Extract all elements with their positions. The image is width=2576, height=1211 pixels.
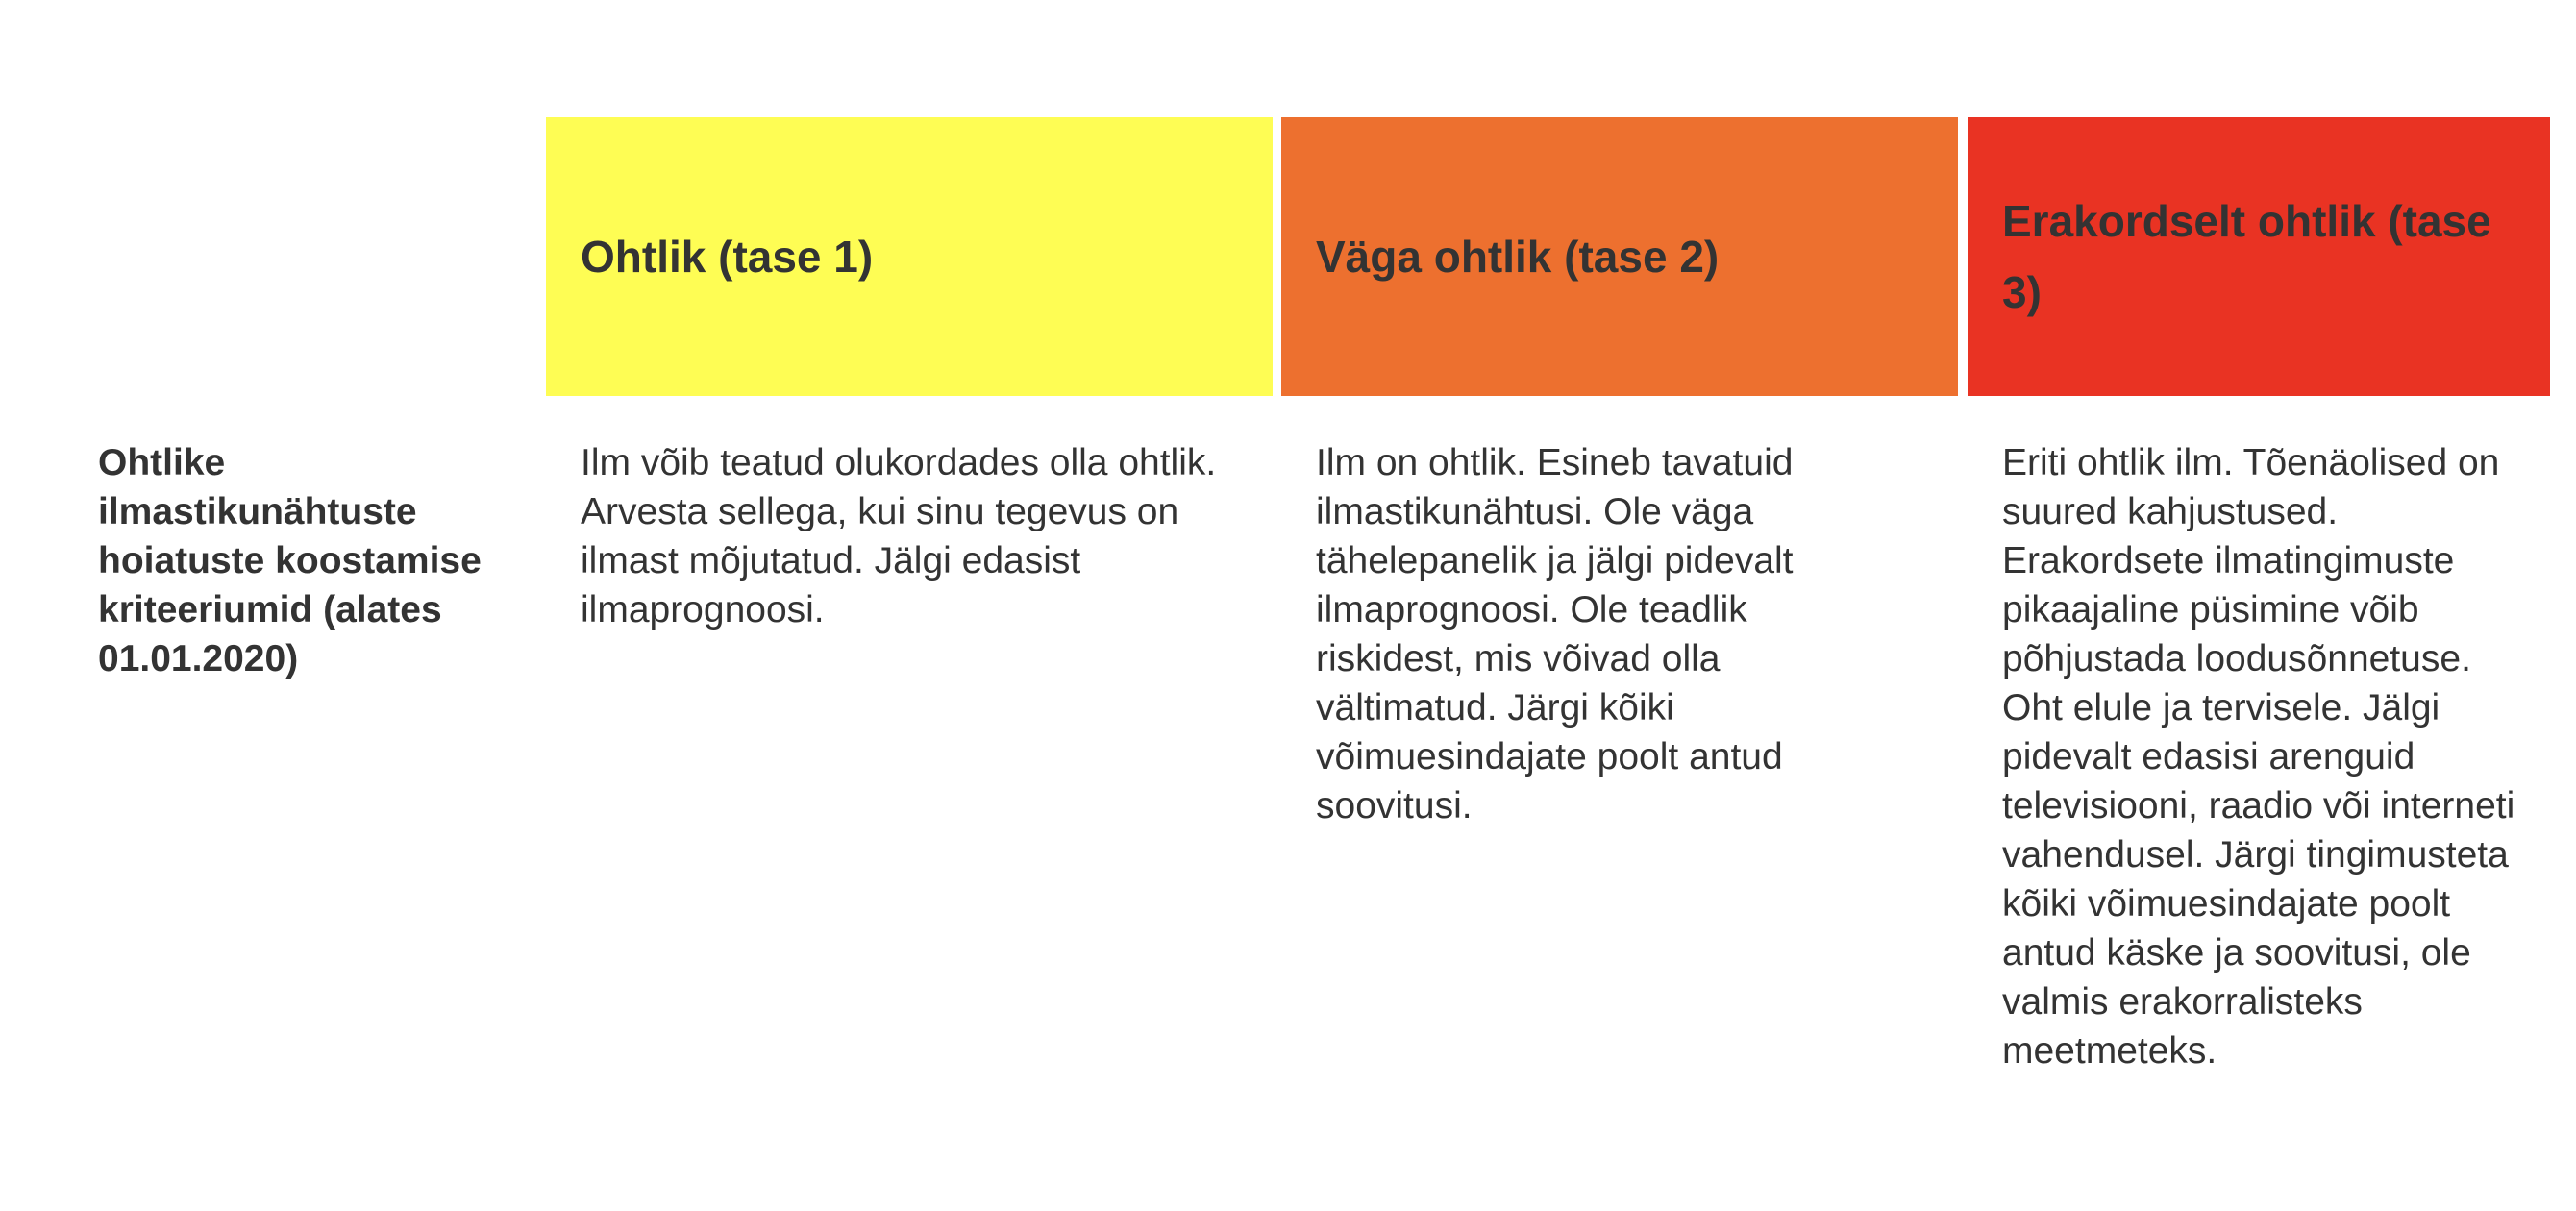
level-1-title: Ohtlik (tase 1) xyxy=(581,232,874,282)
level-2-header xyxy=(1281,117,1958,396)
level-3-title: Erakordselt ohtlik (tase 3) xyxy=(2002,196,2491,317)
level-2-title: Väga ohtlik (tase 2) xyxy=(1316,232,1720,282)
criteria-row-label: Ohtlike ilmastikunähtuste hoiatuste koostamise kriteeriumid (alates 01.01.2020) xyxy=(98,442,482,680)
level-1-description: Ilm võib teatud olukordades olla ohtlik. Arvesta sellega, kui sinu tegevus on ilmast mõjutatud. Jälgi edasist ilmaprognoosi. xyxy=(581,442,1217,630)
level-2-description: Ilm on ohtlik. Esineb tavatuid ilmastikunähtusi. Ole väga tähelepanelik ja jälgi pidevalt ilmaprognoosi. Ole teadlik riskidest, mis võivad olla vältimatud. Järgi kõiki võimuesindajate poolt antud soovitusi. xyxy=(1316,442,1794,827)
level-3-header xyxy=(1968,117,2550,396)
level-3-description: Eriti ohtlik ilm. Tõenäolised on suured kahjustused. Erakordsete ilmatingimuste pikaajaline püsimine võib põhjustada loodusõnnetuse. Oht elule ja tervisele. Jälgi pidevalt edasisi arenguid televisiooni, raadio või interneti vahendusel. Järgi tingimusteta kõiki võimuesindajate poolt antud käske ja soovitusi, ole valmis erakorralisteks meetmeteks. xyxy=(2002,442,2515,1072)
level-1-header xyxy=(546,117,1273,396)
